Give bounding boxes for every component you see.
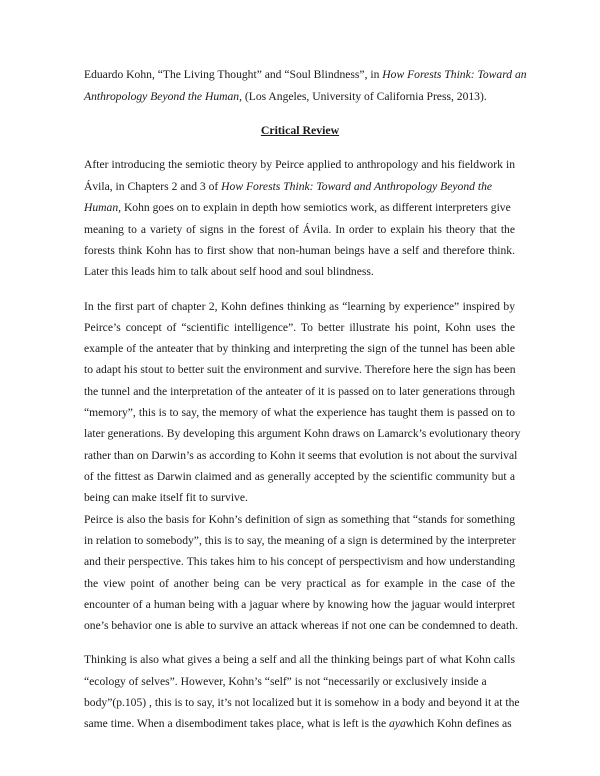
paragraph-line: the view point of another being can be very practical as for example in the case of the <box>84 577 515 590</box>
paragraph-line: Later this leads him to talk about self hood and soul blindness. <box>84 265 374 278</box>
paragraph-line: to adapt his stout to better suit the environment and survive. Therefore here the sign has been <box>84 363 516 376</box>
paragraph-line <box>84 717 512 731</box>
citation-author-text: Eduardo Kohn, “The Living Thought” and “Soul Blindness”, in <box>84 68 383 81</box>
paragraph-line: and their perspective. This takes him to his concept of perspectivism and how understanding <box>84 555 515 568</box>
paragraph-line: the tunnel and the interpretation of the anteater of it is passed on to later generations through <box>84 385 515 398</box>
paragraph-line: forests think Kohn has to first show that non-human beings have a self and therefore think. <box>84 244 515 257</box>
paragraph-line: of the fittest as Darwin claimed and as generally accepted by the scientific community but a <box>84 470 515 483</box>
citation-book-subtitle: Anthropology Beyond the Human, <box>84 90 242 103</box>
book-title-italic: How Forests Think: Toward and Anthropology Beyond the <box>221 180 493 193</box>
paragraph-line: “memory”, this is to say, the memory of what the experience has taught them is passed on to <box>84 406 515 419</box>
aya-term-italic: aya <box>389 717 406 730</box>
paragraph-line: Peirce’s concept of “scientific intelligence”. To better illustrate his point, Kohn uses the <box>84 321 515 334</box>
paragraph-line: meaning to a variety of signs in the forest of Ávila. In order to explain his theory that the <box>84 223 515 236</box>
citation-publisher: (Los Angeles, University of California Press, 2013). <box>242 90 487 103</box>
paragraph-line: In the first part of chapter 2, Kohn defines thinking as “learning by experience” inspired by <box>84 300 515 313</box>
paragraph-line: encounter of a human being with a jaguar where by knowing how the jaguar would interpret <box>84 598 515 611</box>
paragraph-line: rather than on Darwin’s as according to Kohn it seems that evolution is not about the survival <box>84 449 518 462</box>
paragraph-line: example of the anteater that by thinking and interpreting the sign of the tunnel has been able <box>84 342 515 355</box>
paragraph-text: , Kohn goes on to explain in depth how semiotics work, as different interpreters give <box>118 201 511 214</box>
book-title-italic: Human <box>84 201 119 214</box>
paragraph-text: same time. When a disembodiment takes place, what is left is the <box>84 717 390 730</box>
citation-book-title: How Forests Think: Toward an <box>382 68 527 81</box>
paragraph-line: body”(p.105) , this is to say, it’s not localized but it is somehow in a body and beyond it at the <box>84 696 520 709</box>
paragraph-line: one’s behavior one is able to survive an attack whereas if not one can be condemned to death. <box>84 619 518 632</box>
paragraph-line: Peirce is also the basis for Kohn’s definition of sign as something that “stands for something <box>84 513 515 526</box>
paragraph-line: “ecology of selves”. However, Kohn’s “self” is not “necessarily or exclusively inside a <box>84 675 487 688</box>
paragraph-line: After introducing the semiotic theory by Peirce applied to anthropology and his fieldwork in <box>84 158 515 171</box>
paragraph-line: later generations. By developing this argument Kohn draws on Lamarck’s evolutionary theory <box>84 427 521 440</box>
paragraph-text: which Kohn defines as <box>405 717 512 730</box>
paragraph-text: Ávila, in Chapters 2 and 3 of <box>84 180 222 193</box>
page-title: Critical Review <box>260 123 340 137</box>
citation-line-1 <box>84 68 527 82</box>
citation-line-2 <box>84 90 487 104</box>
paragraph-line: in relation to somebody”, this is to say, the meaning of a sign is determined by the interpreter <box>84 534 516 547</box>
paragraph-line: Thinking is also what gives a being a self and all the thinking beings part of what Kohn calls <box>84 653 515 666</box>
paragraph-line <box>84 201 511 215</box>
paragraph-line: being can make itself fit to survive. <box>84 491 248 504</box>
paragraph-line <box>84 180 492 194</box>
